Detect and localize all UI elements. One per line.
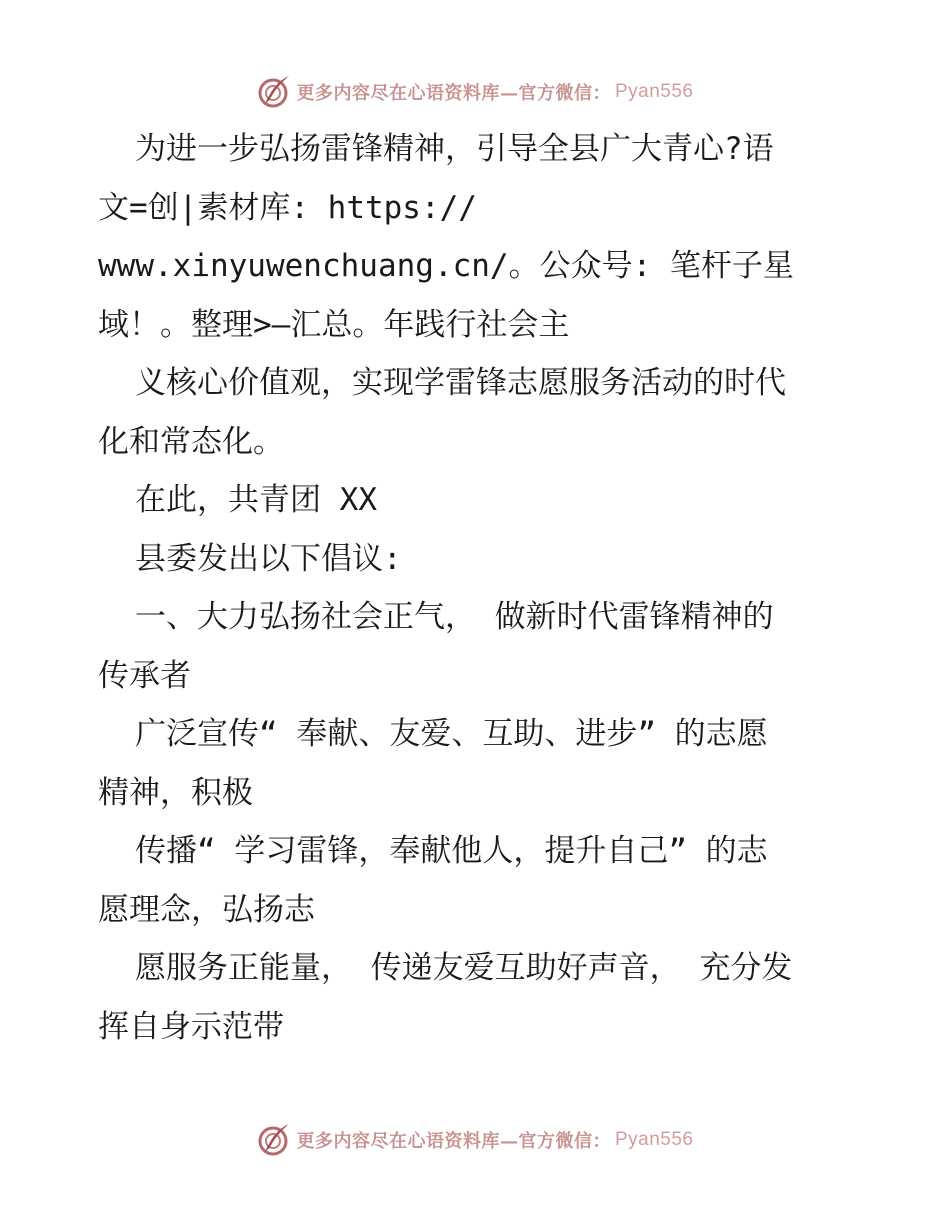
watermark-content — [256, 1122, 693, 1158]
text-line: 精神，积极 — [98, 774, 253, 811]
watermark-text: 更多内容尽在心语资料库—官方微信： — [296, 1131, 611, 1152]
text-line: 化和常态化。 — [98, 423, 284, 460]
watermark-wechat-id: Pyan556 — [614, 81, 694, 102]
text-line: 义核心价值观，实现学雷锋志愿服务活动的时代 — [135, 365, 786, 401]
text-line: 愿服务正能量， 传递友爱互助好声音， 充分发 — [135, 950, 793, 986]
text-line: 愿理念，弘扬志 — [98, 891, 315, 928]
section-heading: 一、大力弘扬社会正气， 做新时代雷锋精神的 — [135, 599, 774, 635]
document-body — [98, 120, 858, 1056]
text-line: 在此，共青团 XX — [135, 482, 377, 518]
watermark-footer — [0, 1120, 950, 1160]
text-line: 传播“ 学习雷锋，奉献他人，提升自己” 的志 — [135, 833, 768, 869]
text-line: 文=创|素材库: https:// — [98, 189, 477, 226]
watermark-text: 更多内容尽在心语资料库—官方微信： — [296, 83, 611, 104]
section-heading-cont: 传承者 — [98, 657, 191, 694]
text-line: 挥自身示范带 — [98, 1008, 284, 1045]
quill-logo-icon — [256, 74, 292, 110]
text-line: 域！。整理>—汇总。年践行社会主 — [98, 306, 570, 343]
text-line: 为进一步弘扬雷锋精神，引导全县广大青心?语 — [135, 131, 774, 167]
text-line: 广泛宣传“ 奉献、友爱、互助、进步” 的志愿 — [135, 716, 768, 752]
watermark-wechat-id: Pyan556 — [614, 1129, 694, 1150]
watermark-content — [256, 74, 693, 110]
quill-logo-icon — [256, 1122, 292, 1158]
watermark-header — [0, 72, 950, 112]
text-line: www.xinyuwenchuang.cn/。公众号: 笔杆子星 — [98, 248, 794, 284]
text-line: 县委发出以下倡议: — [135, 540, 402, 577]
